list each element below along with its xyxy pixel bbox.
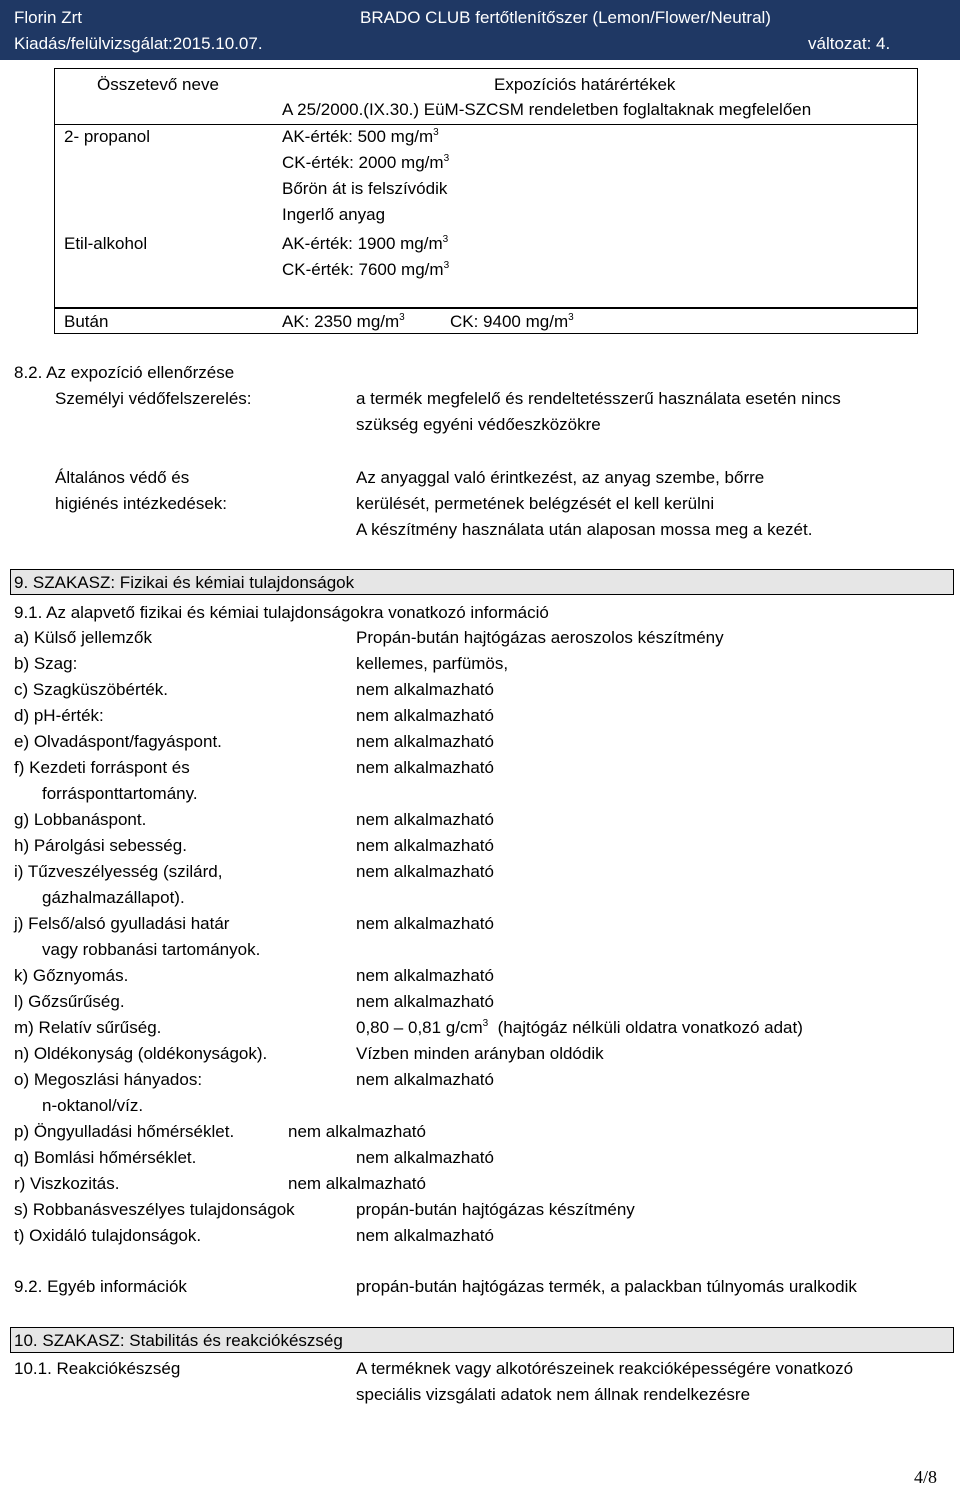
limit-line: AK-érték: 500 $mg/m^3$ [282,127,439,146]
limit-line: Bőrön át is felszívódik [282,179,448,198]
property-value: nem alkalmazható [356,966,494,985]
other-info-value: propán-bután hajtógázas termék, a palackban túlnyomás uralkodik [356,1277,857,1296]
limit-line: AK-érték: 1900 $mg/m^3$ [282,234,449,253]
property-value: nem alkalmazható [356,1070,494,1089]
general-measures-text: kerülését, permetének belégzését el kell kerülni [356,494,715,513]
property-value: nem alkalmazható [356,810,494,829]
property-label-continued: forrásponttartomány. [42,784,198,803]
property-label: p) Öngyulladási hőmérséklet. [14,1122,235,1141]
property-value: nem alkalmazható [356,992,494,1011]
reactivity-text: A terméknek vagy alkotórészeinek reakcióképességére vonatkozó [356,1359,854,1378]
page-number: 4/8 [914,1467,938,1487]
property-value: nem alkalmazható [288,1174,426,1193]
section-8-2-title: 8.2. Az expozíció ellenőrzése [14,363,235,382]
property-label: r) Viszkozitás. [14,1174,120,1193]
property-label-continued: n-oktanol/víz. [42,1096,144,1115]
property-value: nem alkalmazható [356,836,494,855]
general-measures-text: A készítmény használata után alaposan mossa meg a kezét. [356,520,813,539]
property-label: e) Olvadáspont/fagyáspont. [14,732,222,751]
personal-protection-text: a termék megfelelő és rendeltetésszerű használata esetén nincs [356,389,841,408]
property-value: nem alkalmazható [356,680,494,699]
property-label: o) Megoszlási hányados: [14,1070,203,1089]
limit-line: CK-érték: 7600 $mg/m^3$ [282,260,450,279]
property-label: b) Szag: [14,654,78,673]
property-value: nem alkalmazható [356,706,494,725]
property-value: nem alkalmazható [356,1148,494,1167]
property-label: t) Oxidáló tulajdonságok. [14,1226,202,1245]
property-label: f) Kezdeti forráspont és [14,758,190,777]
property-value: kellemes, parfümös, [356,654,509,673]
property-value: propán-bután hajtógázas készítmény [356,1200,635,1219]
property-label: h) Párolgási sebesség. [14,836,187,855]
component-name: Bután [64,312,109,331]
butan-ak-limit: AK: 2350 $mg/m^3$ [282,312,405,331]
limit-line: CK-érték: 2000 $mg/m^3$ [282,153,450,172]
property-label: n) Oldékonyság (oldékonyságok). [14,1044,268,1063]
property-label: a) Külső jellemzők [14,628,152,647]
property-label-continued: vagy robbanási tartományok. [42,940,261,959]
property-value: nem alkalmazható [356,732,494,751]
property-label: l) Gőzsűrűség. [14,992,125,1011]
butan-ck-limit: CK: 9400 $mg/m^3$ [450,312,574,331]
version-label: változat: 4. [808,34,891,53]
general-measures-label: Általános védő és [55,468,190,487]
company-name: Florin Zrt [14,8,82,27]
personal-protection-label: Személyi védőfelszerelés: [55,389,252,408]
component-name: Etil-alkohol [64,234,148,253]
table-header-limits: Expozíciós határértékek [494,75,676,94]
property-label: s) Robbanásveszélyes tulajdonságok [14,1200,295,1219]
issue-date: Kiadás/felülvizsgálat:2015.10.07. [14,34,263,53]
property-value: nem alkalmazható [356,758,494,777]
general-measures-text: Az anyaggal való érintkezést, az anyag szembe, bőrre [356,468,765,487]
property-label: q) Bomlási hőmérséklet. [14,1148,197,1167]
reactivity-text: speciális vizsgálati adatok nem állnak rendelkezésre [356,1385,751,1404]
other-info-label: 9.2. Egyéb információk [14,1277,187,1296]
property-label: m) Relatív sűrűség. [14,1018,162,1037]
reactivity-label: 10.1. Reakciókészség [14,1359,181,1378]
limit-line: Ingerlő anyag [282,205,386,224]
table-header-regulation: A 25/2000.(IX.30.) EüM-SZCSM rendeletben foglaltaknak megfelelően [282,100,812,119]
property-value: Propán-bután hajtógázas aeroszolos készítmény [356,628,724,647]
property-value: nem alkalmazható [356,1226,494,1245]
property-label: k) Gőznyomás. [14,966,129,985]
property-value: nem alkalmazható [288,1122,426,1141]
table-divider [54,124,918,125]
personal-protection-text: szükség egyéni védőeszközökre [356,415,601,434]
property-label: d) pH-érték: [14,706,104,725]
general-measures-label: higiénés intézkedések: [55,494,228,513]
product-name: BRADO CLUB fertőtlenítőszer (Lemon/Flower/Neutral) [360,8,771,27]
property-label: c) Szagküszöbérték. [14,680,169,699]
section-10-heading: 10. SZAKASZ: Stabilitás és reakciókészség [14,1331,343,1350]
property-label-continued: gázhalmazállapot). [42,888,185,907]
section-9-heading: 9. SZAKASZ: Fizikai és kémiai tulajdonságok [14,573,355,592]
property-value: nem alkalmazható [356,914,494,933]
property-value: nem alkalmazható [356,862,494,881]
property-value: 0,80 – 0,81 $g/cm^3$ (hajtógáz nélküli oldatra vonatkozó adat) [356,1018,803,1037]
document-header [0,0,960,60]
property-label: g) Lobbanáspont. [14,810,147,829]
property-label: i) Tűzveszélyesség (szilárd, [14,862,223,881]
section-9-1-heading: 9.1. Az alapvető fizikai és kémiai tulajdonságokra vonatkozó információ [14,603,549,622]
component-name: 2- propanol [64,127,151,146]
table-header-component: Összetevő neve [97,75,219,94]
property-label: j) Felső/alsó gyulladási határ [14,914,230,933]
property-value: Vízben minden arányban oldódik [356,1044,604,1063]
